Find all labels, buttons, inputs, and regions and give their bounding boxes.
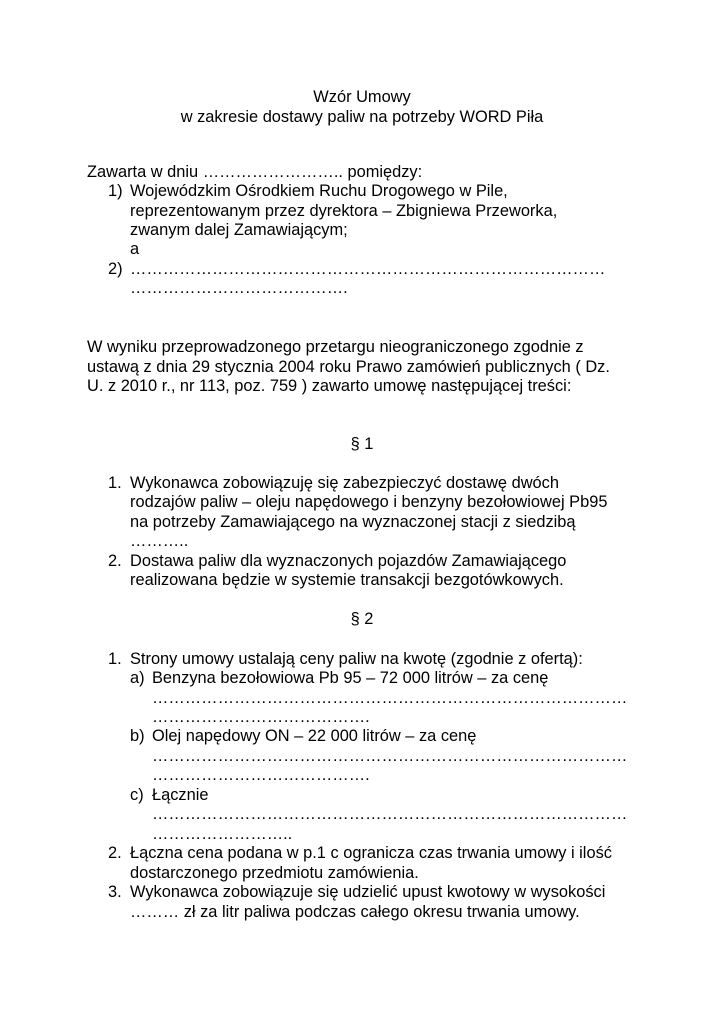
sub-b-line: ………………………………….	[152, 766, 370, 784]
preamble-line: ustawą z dnia 29 stycznia 2004 roku Prawo zamówień publicznych ( Dz.	[87, 358, 610, 376]
section1-item1-line: Wykonawca zobowiązuję się zabezpieczyć dostawę dwóch	[130, 474, 559, 492]
sub-b-label: b)	[130, 727, 145, 745]
section1-item2-line: realizowana będzie w systemie transakcji bezgotówkowych.	[130, 571, 564, 589]
party1-line: a	[130, 240, 140, 258]
section1-item1-line: rodzajów paliw – oleju napędowego i benzyny bezołowiowej Pb95	[130, 493, 608, 511]
document-title: Wzór Umowy	[313, 88, 411, 106]
section1-heading: § 1	[350, 435, 374, 453]
section1-item1-line: na potrzeby Zamawiającego na wyznaczonej stacji z siedzibą	[130, 513, 576, 531]
sub-c-line: Łącznie	[152, 786, 209, 804]
section2-item2-line: Łączna cena podana w p.1 c ogranicza czas trwania umowy i ilość	[130, 844, 612, 862]
section2-item2-line: dostarczonego przedmiotu zamówienia.	[130, 864, 419, 882]
section2-item3-number: 3.	[108, 883, 122, 901]
party2-line: ……………………………………………………………………………	[130, 260, 606, 278]
sub-c-line: ……………………………………………………………………………	[152, 805, 628, 823]
section2-item1-line: Strony umowy ustalają ceny paliw na kwotę (zgodnie z ofertą):	[130, 650, 583, 668]
party1-line: reprezentowanym przez dyrektora – Zbigniewa Przeworka,	[130, 202, 558, 220]
sub-b-line: ……………………………………………………………………………	[152, 747, 628, 765]
party2-number: 2)	[108, 260, 123, 278]
section1-item2-number: 2.	[108, 552, 122, 570]
sub-a-line: Benzyna bezołowiowa Pb 95 – 72 000 litrów – za cenę	[152, 669, 549, 687]
section1-item1-line: ………..	[130, 532, 189, 550]
section1-item2-line: Dostawa paliw dla wyznaczonych pojazdów Zamawiającego	[130, 552, 567, 570]
sub-a-line: ………………………………….	[152, 708, 370, 726]
section2-item1-number: 1.	[108, 650, 122, 668]
sub-a-line: ……………………………………………………………………………	[152, 689, 628, 707]
preamble-line: W wyniku przeprowadzonego przetargu nieograniczonego zgodnie z	[87, 338, 584, 356]
section2-heading: § 2	[350, 610, 374, 628]
section2-item3-line: ……… zł za litr paliwa podczas całego okresu trwania umowy.	[130, 903, 580, 921]
party2-line: ………………………………….	[130, 279, 348, 297]
sub-a-label: a)	[130, 669, 145, 687]
sub-b-line: Olej napędowy ON – 22 000 litrów – za cenę	[152, 727, 477, 745]
sub-c-label: c)	[130, 786, 144, 804]
preamble-line: U. z 2010 r., nr 113, poz. 759 ) zawarto umowę następującej treści:	[87, 377, 572, 395]
sub-c-line: ……………………..	[152, 825, 293, 843]
party1-line: Wojewódzkim Ośrodkiem Ruchu Drogowego w Pile,	[130, 182, 508, 200]
section2-item3-line: Wykonawca zobowiązuje się udzielić upust kwotowy w wysokości	[130, 883, 606, 901]
party1-number: 1)	[108, 182, 123, 200]
concluded-line: Zawarta w dniu …………………….. pomiędzy:	[87, 163, 423, 181]
section1-item1-number: 1.	[108, 474, 122, 492]
section2-item2-number: 2.	[108, 844, 122, 862]
party1-line: zwanym dalej Zamawiającym;	[130, 221, 348, 239]
document-subtitle: w zakresie dostawy paliw na potrzeby WORD Piła	[180, 108, 544, 126]
